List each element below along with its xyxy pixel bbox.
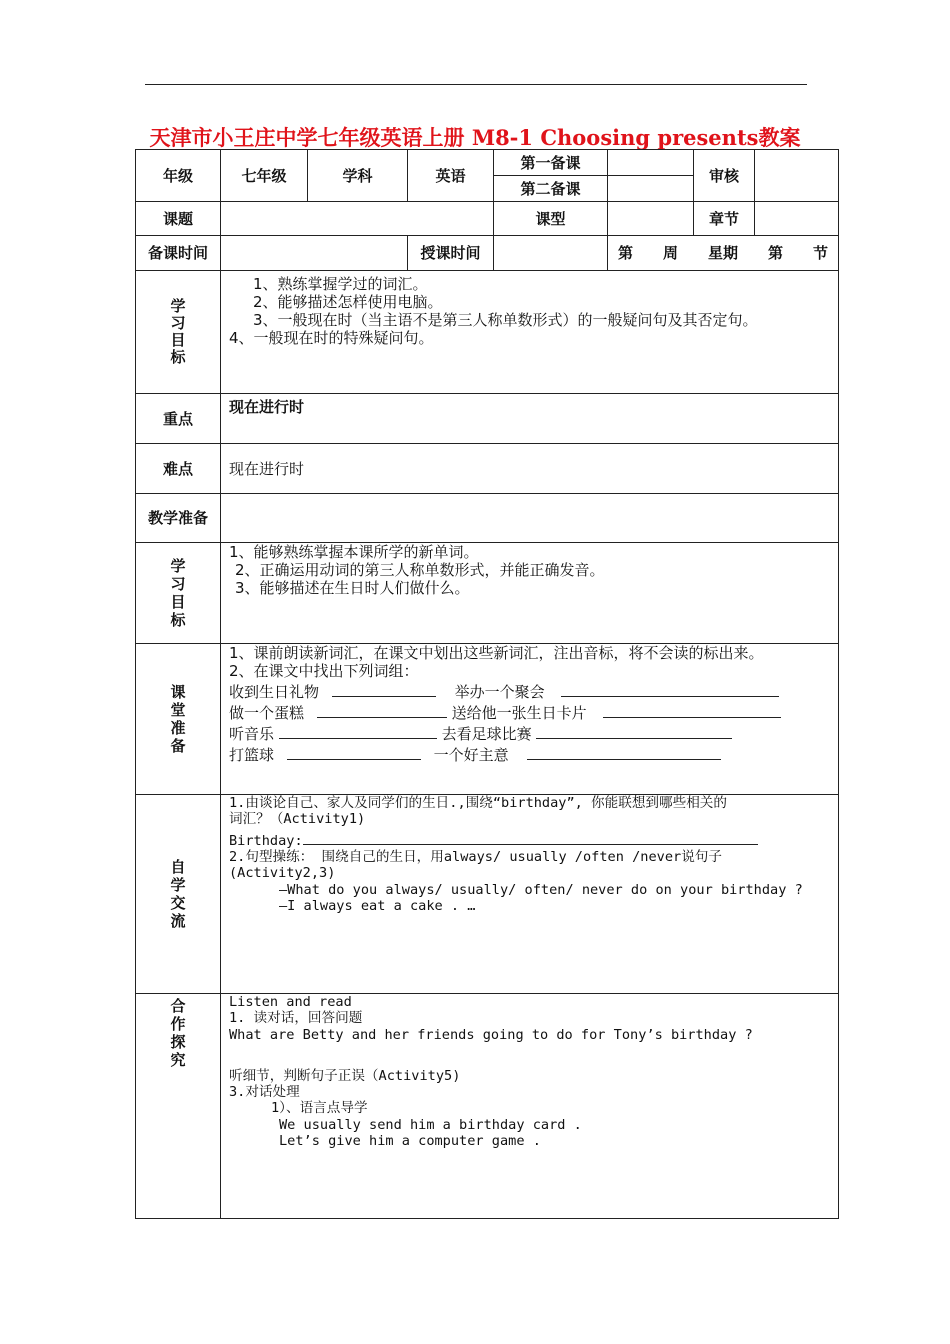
first-prep-cell	[608, 150, 694, 176]
objective2-line: 3、能够描述在生日时人们做什么。	[235, 579, 470, 597]
phrase-row: 听音乐 去看足球比赛	[229, 722, 830, 743]
exchange-line: —I always eat a cake . …	[279, 897, 476, 914]
cooperate-label: 合 作 探 究	[136, 994, 221, 1219]
class-prep-line: 2、在课文中找出下列词组：	[229, 662, 419, 680]
subject-label: 学科	[308, 150, 408, 202]
objective2-line: 1、能够熟练掌握本课所学的新单词。	[229, 543, 479, 561]
difficulty-value: 现在进行时	[221, 444, 839, 494]
exchange-line: 1.由谈论自己、家人及同学们的生日.,围绕“birthday”, 你能联想到哪些相关的	[229, 795, 727, 811]
phrase-row: 做一个蛋糕 送给他一张生日卡片	[229, 701, 830, 722]
prep-time-cell	[221, 236, 408, 271]
second-prep-cell	[608, 176, 694, 202]
topic-label: 课题	[136, 202, 221, 236]
class-prep-label: 课 堂 准 备	[136, 644, 221, 795]
cooperate-line: 听细节，判断句子正误（Activity5)	[229, 1067, 461, 1084]
week-cell	[608, 236, 839, 271]
type-cell	[608, 202, 694, 236]
week-part-5: 节	[812, 244, 828, 262]
lesson-plan-table	[135, 149, 839, 1219]
objective1-line: 2、能够描述怎样使用电脑。	[253, 293, 443, 311]
objective2-line: 2、正确运用动词的第三人称单数形式，并能正确发音。	[235, 561, 605, 579]
review-cell	[755, 150, 839, 202]
topic-cell	[221, 202, 494, 236]
cooperate-content	[221, 994, 839, 1219]
teaching-prep-cell	[221, 494, 839, 543]
cooperate-line: 3.对话处理	[229, 1083, 300, 1100]
objectives2-content	[221, 543, 839, 644]
review-label: 审核	[694, 150, 755, 202]
cooperate-line: Let’s give him a computer game .	[279, 1132, 541, 1149]
grade-label: 年级	[136, 150, 221, 202]
cooperate-line: Listen and read	[229, 994, 352, 1010]
subject-value: 英语	[408, 150, 494, 202]
chapter-cell	[755, 202, 839, 236]
objectives1-label: 学 习 目 标	[136, 271, 221, 394]
second-prep-label: 第二备课	[494, 176, 608, 202]
exchange-line: 2.句型操练： 围绕自己的生日，用always/ usually /often /never说句子	[229, 848, 722, 865]
spacer	[229, 1043, 830, 1068]
cooperate-line: We usually send him a birthday card .	[279, 1116, 582, 1133]
week-part-1: 第	[618, 244, 634, 262]
chapter-label: 章节	[694, 202, 755, 236]
exchange-line: —What do you always/ usually/ often/ never do on your birthday ?	[279, 881, 803, 898]
teaching-prep-label: 教学准备	[136, 494, 221, 543]
grade-value: 七年级	[221, 150, 308, 202]
phrase-row: 收到生日礼物 举办一个聚会	[229, 680, 830, 701]
phrase-row: 打篮球 一个好主意	[229, 743, 830, 764]
cooperate-line: 1. 读对话，回答问题	[229, 1010, 363, 1027]
teach-time-cell	[494, 236, 608, 271]
week-part-4: 第	[767, 244, 783, 262]
teach-time-label: 授课时间	[408, 236, 494, 271]
exchange-line: Birthday:	[229, 828, 830, 849]
exchange-line: (Activity2,3)	[229, 865, 336, 882]
week-part-3: 星期	[707, 244, 738, 262]
cooperate-line: What are Betty and her friends going to do for Tony’s birthday ?	[229, 1026, 753, 1043]
prep-time-label: 备课时间	[136, 236, 221, 271]
class-prep-line: 1、课前朗读新词汇，在课文中划出这些新词汇，注出音标，将不会读的标出来。	[229, 644, 764, 662]
exchange-line: 词汇？（Activity1)	[229, 811, 366, 828]
header-rule	[145, 84, 807, 85]
objective1-line: 4、一般现在时的特殊疑问句。	[229, 329, 434, 347]
objectives2-label: 学 习 目 标	[136, 543, 221, 644]
objectives1-content	[221, 271, 839, 394]
first-prep-label: 第一备课	[494, 150, 608, 176]
objective1-line: 3、一般现在时（当主语不是第三人称单数形式）的一般疑问句及其否定句。	[253, 311, 758, 329]
page-title: 天津市小王庄中学七年级英语上册 M8-1 Choosing presents教案	[149, 125, 801, 150]
self-exchange-label: 自 学 交 流	[136, 795, 221, 994]
objective1-line: 1、熟练掌握学过的词汇。	[253, 275, 428, 293]
cooperate-line: 1）、语言点导学	[271, 1100, 368, 1117]
key-point-label: 重点	[136, 394, 221, 444]
key-point-value: 现在进行时	[221, 394, 839, 444]
self-exchange-content	[221, 795, 839, 994]
type-label: 课型	[494, 202, 608, 236]
class-prep-content	[221, 644, 839, 795]
difficulty-label: 难点	[136, 444, 221, 494]
week-part-2: 周	[662, 244, 678, 262]
